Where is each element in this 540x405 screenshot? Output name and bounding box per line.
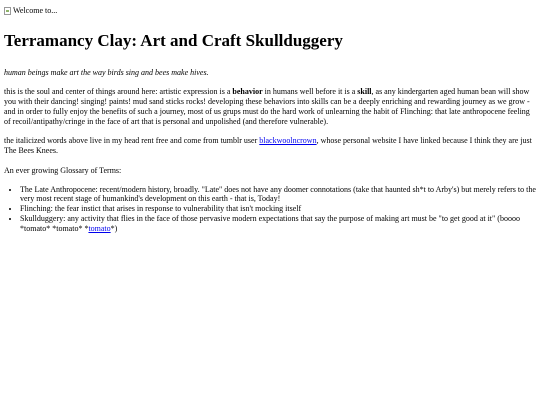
tomato-link[interactable]: tomato — [88, 223, 111, 233]
glossary-item-flinching: • Flinching: the fear instict that arises in response to vulnerability that isn't mocking itself — [20, 204, 536, 214]
header-image-alt-text: Welcome to... — [13, 6, 58, 16]
intro-text-1: this is the soul and center of things around here: artistic expression is a — [4, 87, 233, 97]
credit-paragraph — [4, 136, 536, 156]
blackwoolncrown-link[interactable]: blackwoolncrown — [259, 136, 317, 146]
credit-text-before: the italicized words above live in my head rent free and come from tumblr user — [4, 136, 260, 146]
glossary-item-skullduggery — [20, 214, 536, 234]
broken-image-icon — [4, 7, 11, 15]
intro-text-2: in humans well before it is a — [262, 87, 358, 97]
glossary-list — [4, 185, 536, 234]
header-image — [4, 5, 536, 17]
intro-text-3: , as any kindergarten aged human bean will show you with their dancing! singing! paints! mud sand sticks rocks! developing these behaviors into skills can be a deeply enriching and rewarding journey as we grow - and in order to fully enjoy the benefits of such a journey, most of us grups must do the hard work of unlearning the habit of Flinching: that late anthropocene feeling of recoil/antipathy/cringe in the face of art that is personal and unpolished (and therefore vulnerable). — [4, 87, 530, 126]
page-title: Terramancy Clay: Art and Craft Skullduggery — [4, 31, 343, 50]
intro-bold-skill: skill — [357, 87, 372, 97]
tagline: human beings make art the way birds sing and bees make hives. — [4, 67, 209, 77]
intro-bold-behavior: behavior — [232, 87, 263, 97]
skullduggery-text-after: *) — [110, 223, 118, 233]
skullduggery-text-before: Skullduggery: any activity that flies in the face of those pervasive modern expectations that say the purpose of making art must be "to get good at it" (boooo *tomato* *tomato* * — [20, 213, 520, 233]
credit-text-after: , whose personal website I have linked because I think they are just The Bees Knees. — [4, 136, 532, 156]
glossary-item-late-anthropocene: • The Late Anthropocene: recent/modern history, broadly. "Late" does not have any doomer connotations (take that haunted sh*t to Arby's) but merely refers to the very most recent stage of humankind's development on this earth - that is, Today! — [20, 185, 536, 205]
glossary-intro: An ever growing Glossary of Terms: — [4, 165, 122, 175]
intro-paragraph — [4, 87, 536, 126]
